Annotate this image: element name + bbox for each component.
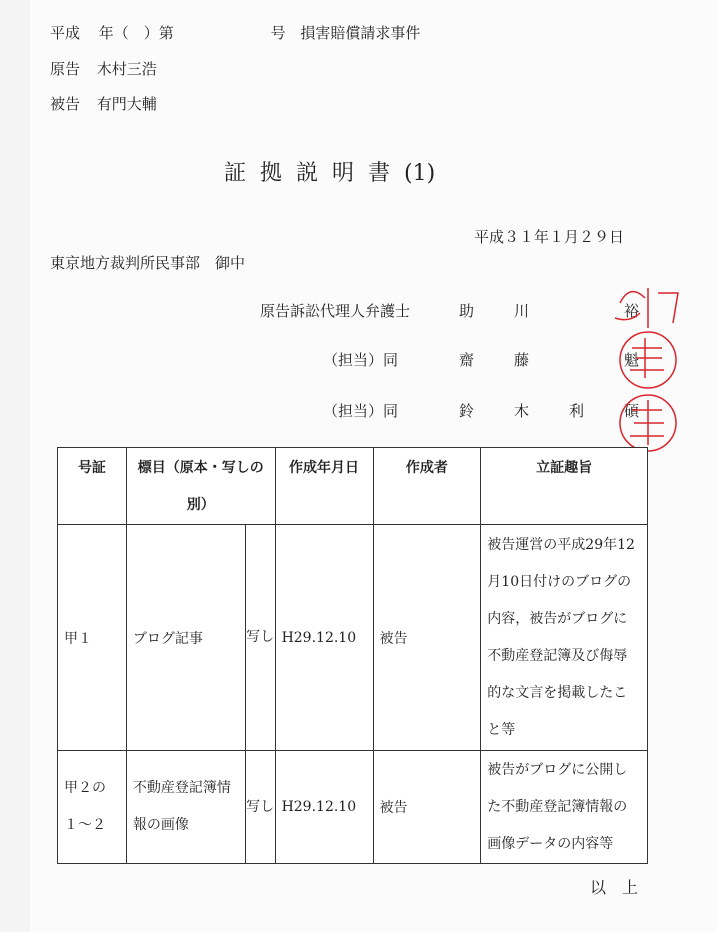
- author: 被告: [373, 525, 481, 751]
- name-char: 魁: [624, 351, 640, 369]
- purpose: 被告がブログに公開した不動産登記簿情報の画像データの内容等: [481, 751, 648, 864]
- header-purpose: 立証趣旨: [481, 448, 648, 525]
- name-char: 鈴: [459, 402, 475, 420]
- attorney-role: 原告訴訟代理人弁護士: [260, 302, 411, 320]
- title-text: 証拠説明書: [224, 161, 405, 186]
- copy-type: 写し: [245, 751, 275, 864]
- case-era: 平成: [50, 24, 81, 42]
- purpose: 被告運営の平成29年12月10日付けのブログの内容，被告がブログに不動産登記簿及び侮辱的な文言を掲載したこと等: [481, 525, 648, 751]
- case-line: [50, 22, 420, 43]
- evidence-table: [57, 447, 648, 864]
- case-name: 損害賠償請求事件: [300, 24, 421, 42]
- header-date: 作成年月日: [275, 448, 373, 525]
- author: 被告: [373, 751, 481, 864]
- name-char: 碩: [624, 402, 640, 420]
- name-char: 利: [569, 402, 585, 420]
- created-date: H29.12.10: [275, 751, 373, 864]
- attorney-role: （担当）同: [323, 351, 399, 369]
- created-date: H29.12.10: [275, 525, 373, 751]
- closing-text: 以 上: [590, 878, 639, 897]
- evidence-number: 甲１: [58, 525, 127, 751]
- evidence-number: 甲２の１～２: [58, 751, 127, 864]
- table-row: [58, 525, 648, 751]
- name-char: 川: [514, 302, 530, 320]
- header-author: 作成者: [373, 448, 481, 525]
- defendant-name: 有門大輔: [96, 95, 157, 113]
- plaintiff-name: 木村三浩: [96, 60, 157, 78]
- title-number: (1): [404, 161, 436, 186]
- plaintiff-line: [50, 58, 157, 79]
- attorney-role: （担当）同: [323, 402, 399, 420]
- defendant-line: [50, 93, 157, 114]
- name-char: 藤: [514, 351, 530, 369]
- document-date: 平成３１年１月２９日: [474, 228, 625, 246]
- copy-type: 写し: [245, 525, 275, 751]
- name-char: 助: [459, 302, 475, 320]
- plaintiff-label: 原告: [50, 60, 81, 78]
- document-title: [224, 156, 435, 187]
- name-char: 齋: [459, 351, 475, 369]
- addressee: 東京地方裁判所民事部 御中: [50, 254, 246, 272]
- name-char: 木: [514, 402, 530, 420]
- evidence-title: ブログ記事: [126, 525, 245, 751]
- header-title: 標目（原本・写しの別）: [126, 448, 275, 525]
- table-row: [58, 751, 648, 864]
- seal-stamps-icon: [600, 278, 700, 458]
- attorney-line-2: [323, 349, 398, 370]
- case-year: 年（ ）第: [98, 24, 174, 42]
- case-number-suffix: 号: [270, 24, 286, 42]
- name-char: 裕: [624, 302, 640, 320]
- defendant-label: 被告: [50, 95, 81, 113]
- attorney-line-1: [260, 300, 410, 321]
- table-header-row: [58, 448, 648, 525]
- attorney-line-3: [323, 400, 398, 421]
- evidence-title: 不動産登記簿情報の画像: [126, 751, 245, 864]
- header-number: 号証: [58, 448, 127, 525]
